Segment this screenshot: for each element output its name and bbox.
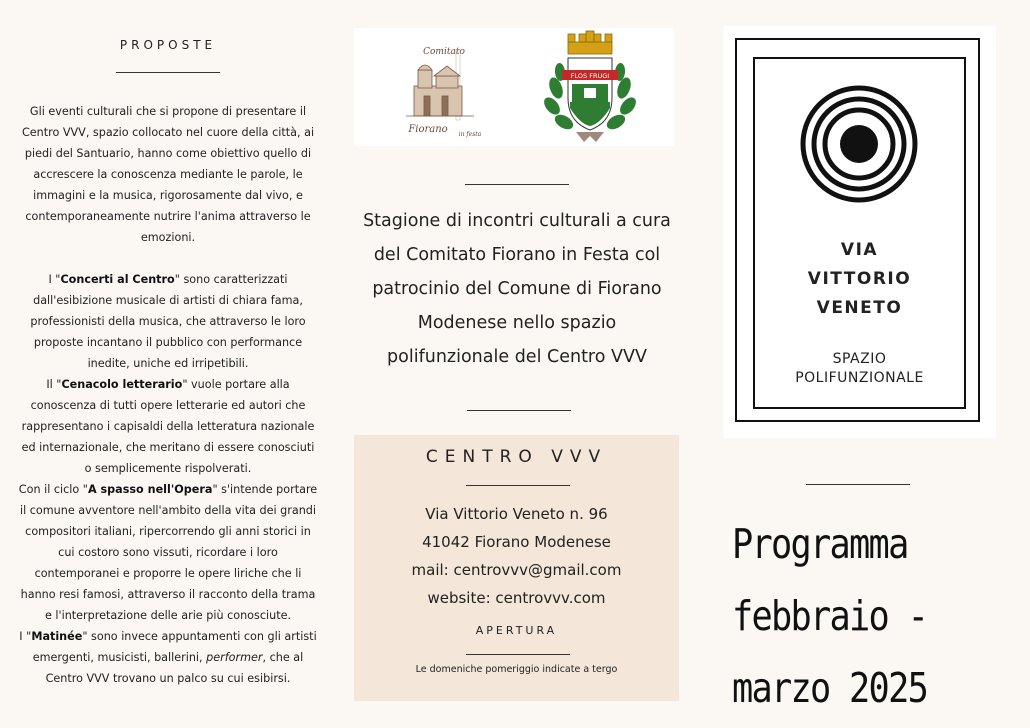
text: Il " xyxy=(46,378,62,391)
sponsor-logos xyxy=(354,28,674,146)
text: " sono invece appuntamenti con gli artisti emergenti, musicisti, ballerini, xyxy=(32,630,317,664)
divider xyxy=(467,410,571,411)
centro-info-box xyxy=(354,435,679,701)
divider xyxy=(466,485,570,486)
spazio-line: SPAZIO xyxy=(832,351,887,367)
cenacolo-name: Cenacolo letterario xyxy=(61,378,183,391)
address-street: Via Vittorio Veneto n. 96 xyxy=(425,505,608,523)
spazio-polifunzionale-title xyxy=(753,350,966,388)
cenacolo-paragraph xyxy=(18,374,318,479)
matinee-paragraph xyxy=(18,626,318,689)
logo-text: Fiorano xyxy=(408,124,448,135)
spasso-paragraph xyxy=(18,479,318,626)
concerti-name: Concerti al Centro xyxy=(60,273,175,286)
text: I " xyxy=(48,273,61,286)
proposte-title: PROPOSTE xyxy=(119,38,217,52)
divider xyxy=(465,184,569,185)
season-description: Stagione di incontri culturali a cura del Comitato Fiorano in Festa col patrocinio del Comune di Fiorano Modenese nello spazio polifunzionale del Centro VVV xyxy=(363,211,671,367)
contact-mail: mail: centrovvv@gmail.com xyxy=(411,561,622,579)
text: Con il ciclo " xyxy=(18,483,88,496)
spazio-line: POLIFUNZIONALE xyxy=(795,370,924,386)
proposte-intro: Gli eventi culturali che si propone di presentare il Centro VVV, spazio collocato nel cuore della città, ai piedi del Santuario, hanno come obiettivo quello di accrescere la conoscenza mediante le parole, le immagini e la musica, rigorosamente dal vivo, e contemporaneamente nutrire l'anima attraverso le emozioni. xyxy=(21,105,315,244)
matinee-name: Matinée xyxy=(31,630,83,643)
proposte-body xyxy=(18,101,318,689)
proposte-column xyxy=(18,0,318,728)
text: " vuole portare alla conoscenza di tutti opere letterarie ed autori che rappresentano i capisaldi della letteratura nazionale ed internazionale, che meritano di essere conosciuti o semplicemente rispolverati. xyxy=(21,378,315,475)
performer-italic: performer xyxy=(206,651,263,664)
text: I " xyxy=(19,630,32,643)
programma-line: febbraio - xyxy=(732,592,928,640)
divider xyxy=(806,484,910,485)
apertura-note: Le domeniche pomeriggio indicate a tergo xyxy=(415,664,618,675)
address-city: 41042 Fiorano Modenese xyxy=(422,533,611,551)
contact-website: website: centrovvv.com xyxy=(427,589,606,607)
apertura-title: APERTURA xyxy=(475,624,558,637)
spasso-name: A spasso nell'Opera xyxy=(87,483,213,496)
programma-line: marzo 2025 xyxy=(732,664,928,712)
centro-title: CENTRO VVV xyxy=(425,447,608,467)
motto-text: FLOS FRUGI xyxy=(570,72,610,80)
vvv-logo-panel xyxy=(723,26,996,438)
concentric-circles-icon xyxy=(799,84,919,204)
concerti-paragraph xyxy=(18,269,318,374)
programma-heading xyxy=(732,508,981,724)
via-vittorio-veneto-title xyxy=(753,236,966,323)
comitato-fiorano-logo xyxy=(394,36,494,140)
via-line: VENETO xyxy=(816,298,903,318)
logo-text: Comitato xyxy=(423,47,465,57)
text: " s'intende portare il comune avventore nell'ambito della vita dei grandi compositori italiani, ripercorrendo gli anni storici in cui costoro sono vissuti, ricordare i loro contemporanei e proporre le opere liriche che li hanno resi famosi, attraverso il racconto della trama e l'interpretazione delle arie più conosciute. xyxy=(19,483,318,622)
divider xyxy=(466,654,570,655)
comune-coat-of-arms xyxy=(540,28,640,146)
logo-text: in festa xyxy=(458,131,482,138)
programma-line: Programma xyxy=(732,520,908,568)
divider xyxy=(116,72,220,73)
text: , che al Centro VVV trovano un palco su cui esibirsi. xyxy=(45,651,304,685)
via-line: VIA xyxy=(840,240,879,260)
text: " sono caratterizzati dall'esibizione musicale di artisti di chiara fama, professionisti della musica, che attraverso le loro proposte incantano il pubblico con performance inedite, uniche ed irripetibili. xyxy=(30,273,306,370)
via-line: VITTORIO xyxy=(807,269,912,289)
